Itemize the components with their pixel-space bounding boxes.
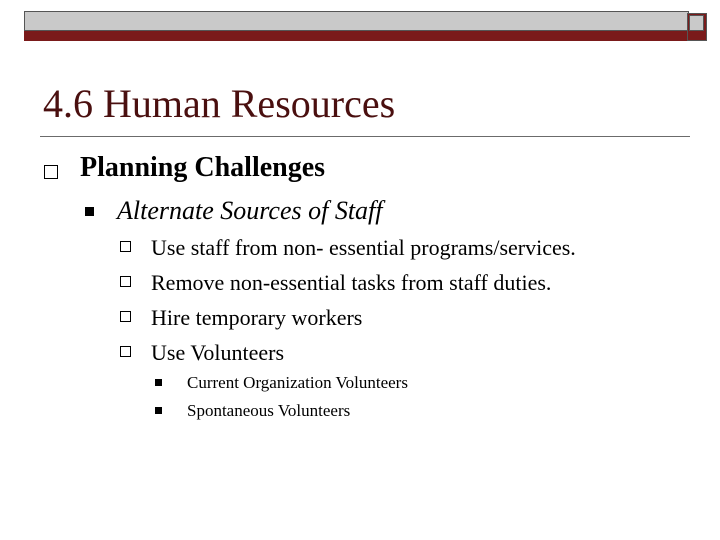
level2-heading: Alternate Sources of Staff — [117, 196, 383, 225]
list-item: Hire temporary workers — [151, 305, 363, 330]
hollow-square-bullet-icon — [120, 346, 131, 357]
list-item: Remove non-essential tasks from staff duties. — [151, 270, 552, 295]
hollow-square-bullet-icon — [120, 276, 131, 287]
title-divider — [40, 136, 690, 137]
list-item: Use Volunteers — [151, 340, 285, 365]
level1-heading: Planning Challenges — [80, 152, 326, 183]
header-gray-bar — [24, 11, 689, 31]
filled-square-bullet-icon — [85, 207, 94, 216]
header-red-bar — [24, 31, 689, 41]
hollow-square-bullet-icon — [120, 241, 131, 252]
slide-title: 4.6 Human Resources — [43, 81, 396, 126]
list-item: Spontaneous Volunteers — [187, 401, 351, 420]
list-item: Use staff from non- essential programs/services. — [151, 235, 576, 260]
list-item: Current Organization Volunteers — [187, 373, 408, 392]
filled-square-bullet-icon — [155, 407, 162, 414]
corner-decoration-inner — [689, 15, 704, 31]
filled-square-bullet-icon — [155, 379, 162, 386]
hollow-square-bullet-icon — [44, 165, 58, 179]
hollow-square-bullet-icon — [120, 311, 131, 322]
